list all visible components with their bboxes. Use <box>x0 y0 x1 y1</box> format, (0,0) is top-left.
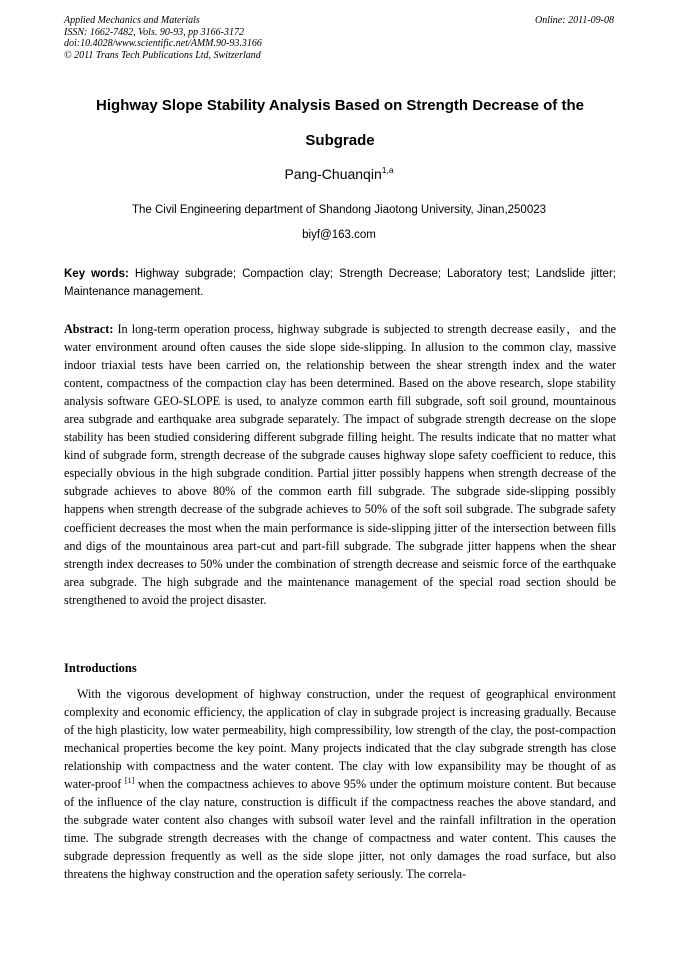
keywords-label: Key words: <box>64 268 129 280</box>
intro-text-part1: With the vigorous development of highway construction, under the request of geographical environment complexity and economic efficiency, the application of clay in subgrade project is increasing gradually. Because of the high plasticity, low water permeability, high compressibility, low strength of the clay, the post-compaction mechanical properties become the key point. Many projects indicated that the clay subgrade strength has close relationship with compactness and the water content. The clay with low expansibility may be thought of as water-proof <box>64 687 616 792</box>
copyright-line: © 2011 Trans Tech Publications Ltd, Switzerland <box>64 49 261 61</box>
doi-line: doi:10.4028/www.scientific.net/AMM.90-93.3166 <box>64 38 262 49</box>
author-superscript: 1,a <box>381 165 394 175</box>
introduction-paragraph <box>64 685 616 884</box>
abstract-label: Abstract: <box>64 322 114 336</box>
author-line <box>0 166 678 182</box>
issn-line: ISSN: 1662-7482, Vols. 90-93, pp 3166-3172 <box>64 26 244 38</box>
affiliation: The Civil Engineering department of Shandong Jiaotong University, Jinan,250023 <box>131 204 547 216</box>
section-heading-introductions: Introductions <box>64 661 137 675</box>
abstract-text: In long-term operation process, highway subgrade is subjected to strength decrease easily，and the water environment around often causes the side slope side-slipping. In allusion to the common clay, massive indoor triaxial tests have been carried on, the relationship between the shear strength index and the water content, compactness of the compaction clay has been determined. Based on the above research, slope stability analysis software GEO-SLOPE is used, to analyze common earth fill subgrade, soft soil ground, mountainous area subgrade and earthquake area subgrade separately. The impact of subgrade strength decrease on the slope stability has been studied considering different subgrade filling height. The results indicate that no matter what kind of subgrade form, strength decrease of the subgrade causes highway slope safety coefficient to reduce, this especially obvious in the high subgrade condition. Partial jitter possibly happens when strength decrease of the subgrade achieves to above 80% of the common earth fill subgrade. The subgrade side-slipping possibly happens when strength decrease of the subgrade achieves to 50% of the soft soil subgrade. The subgrade safety coefficient decreases the most when the main performance is side-slipping jitter of the intersection between fills and digs of the mountainous area part-cut and part-fill subgrade. The subgrade jitter happens when the shear strength index decreases to 50% under the combination of strength decrease and seismic force of the earthquake area subgrade. The high subgrade and the maintenance management of the special road section should be strengthened to avoid the project disaster. <box>64 322 616 607</box>
keywords-text: Highway subgrade; Compaction clay; Strength Decrease; Laboratory test; Landslide jitter; Maintenance management. <box>64 268 616 298</box>
intro-text-part2: when the compactness achieves to above 95% under the optimum moisture content. But because of the influence of the clay nature, construction is difficult if the compactness reaches the above standard, and the subgrade water content also changes with subsoil water level and the rainfall infiltration in the operation time. The subgrade strength decreases with the change of compactness and water content. This causes the subgrade depression frequently as well as the side slope jitter, not only damages the road surface, but also threatens the highway construction and the operation safety seriously. The correla- <box>64 777 616 882</box>
paper-title: Highway Slope Stability Analysis Based on Strength Decrease of the Subgrade <box>96 97 584 149</box>
online-date: Online: 2011-09-08 <box>535 15 614 26</box>
email: biyf@163.com <box>302 229 376 241</box>
citation-ref: [1] <box>124 776 135 786</box>
journal-info <box>64 15 262 61</box>
keywords-paragraph <box>64 265 616 301</box>
journal-name: Applied Mechanics and Materials <box>64 15 200 26</box>
abstract-paragraph <box>64 320 616 609</box>
author-name: Pang-Chuanqin <box>284 166 382 182</box>
